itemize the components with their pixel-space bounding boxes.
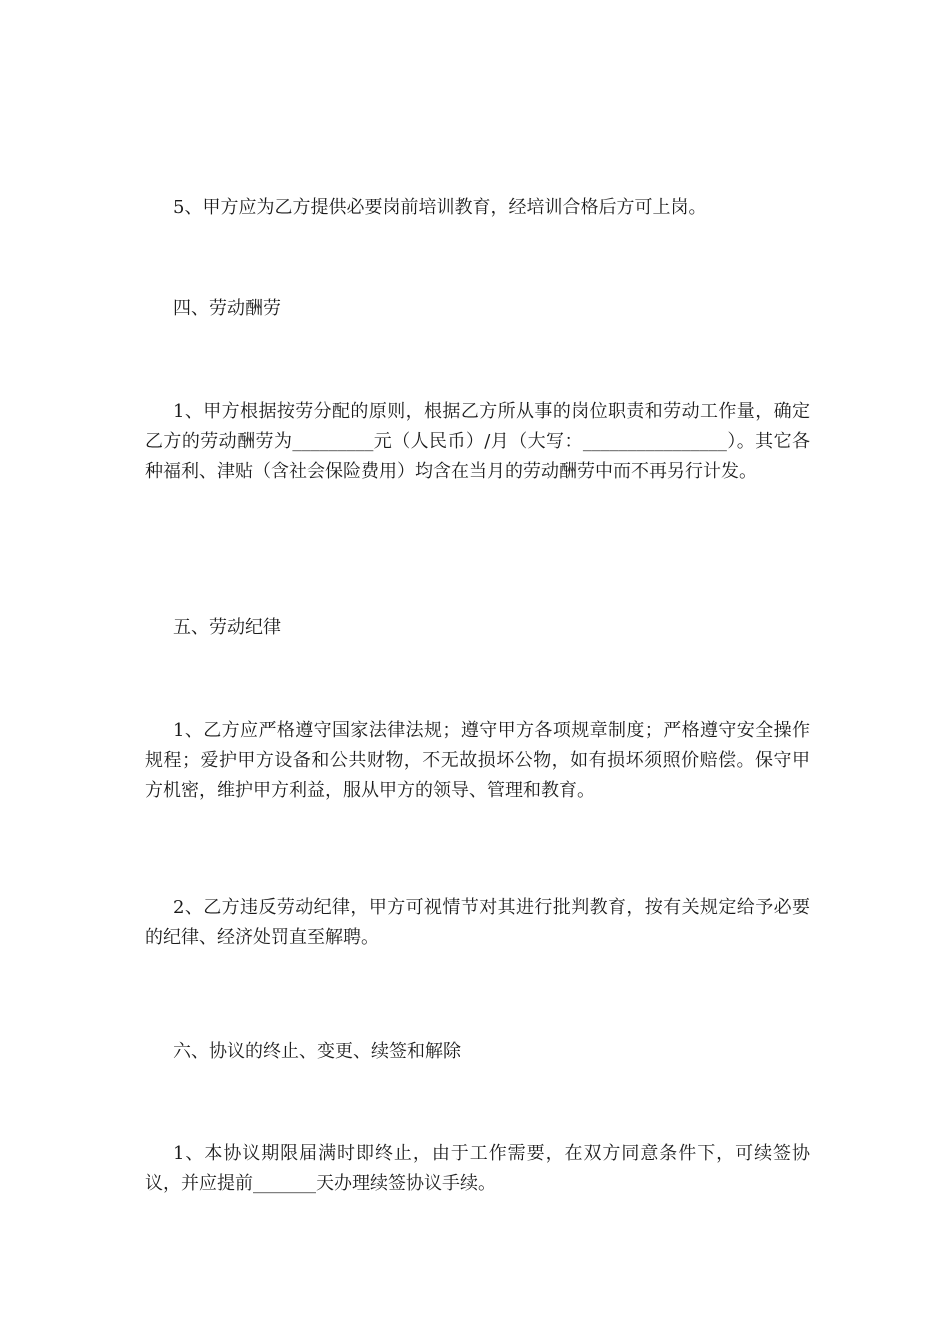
clause-3-5-paragraph: 5、甲方应为乙方提供必要岗前培训教育，经培训合格后方可上岗。 — [173, 197, 707, 218]
clause-4-1-paragraph: 1、甲方根据按劳分配的原则，根据乙方所从事的岗位职责和劳动工作量，确定乙方的劳动酬劳为_________元（人民币）/月（大写：________________）。其它各种福利、津贴（含社会保险费用）均含在当月的劳动酬劳中而不再另行计发。 — [145, 401, 810, 482]
clause-6-1-paragraph: 1、本协议期限届满时即终止，由于工作需要，在双方同意条件下，可续签协议，并应提前_______天办理续签协议手续。 — [145, 1143, 810, 1194]
section-6-heading: 六、协议的终止、变更、续签和解除 — [173, 1041, 461, 1062]
section-5-heading: 五、劳动纪律 — [173, 617, 281, 638]
clause-5-2-paragraph: 2、乙方违反劳动纪律，甲方可视情节对其进行批判教育，按有关规定给予必要的纪律、经济处罚直至解聘。 — [145, 897, 810, 948]
section-4-heading: 四、劳动酬劳 — [173, 298, 281, 319]
clause-5-1-paragraph: 1、乙方应严格遵守国家法律法规；遵守甲方各项规章制度；严格遵守安全操作规程；爱护甲方设备和公共财物，不无故损坏公物，如有损坏须照价赔偿。保守甲方机密，维护甲方利益，服从甲方的领导、管理和教育。 — [145, 720, 810, 801]
